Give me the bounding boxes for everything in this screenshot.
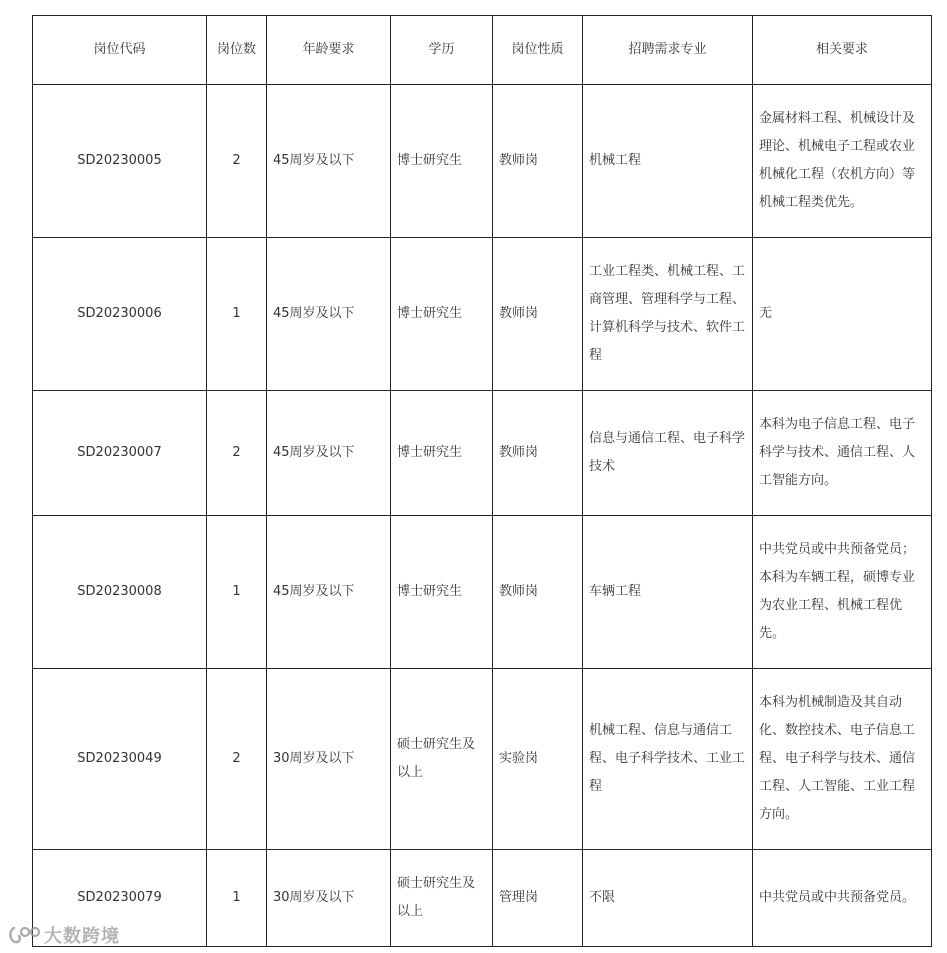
cell-major: 工业工程类、机械工程、工商管理、管理科学与工程、计算机科学与技术、软件工程: [583, 238, 753, 391]
header-nature: 岗位性质: [493, 16, 583, 85]
cell-age: 30周岁及以下: [267, 850, 391, 947]
cell-code: SD20230008: [33, 516, 207, 669]
cell-major: 车辆工程: [583, 516, 753, 669]
cell-age: 30周岁及以下: [267, 669, 391, 850]
cell-age: 45周岁及以下: [267, 391, 391, 516]
job-table: [32, 15, 932, 947]
cell-education: 博士研究生: [391, 85, 493, 238]
cell-requirements: 中共党员或中共预备党员；本科为车辆工程，硕博专业为农业工程、机械工程优先。: [753, 516, 932, 669]
cell-code: SD20230007: [33, 391, 207, 516]
cell-education: 博士研究生: [391, 238, 493, 391]
header-requirements: 相关要求: [753, 16, 932, 85]
table-row: [33, 850, 932, 947]
cell-count: 2: [207, 391, 267, 516]
cell-nature: 教师岗: [493, 238, 583, 391]
table-row: [33, 85, 932, 238]
cell-age: 45周岁及以下: [267, 238, 391, 391]
cell-code: SD20230006: [33, 238, 207, 391]
cell-requirements: 无: [753, 238, 932, 391]
cell-count: 2: [207, 85, 267, 238]
table-row: [33, 669, 932, 850]
cell-count: 1: [207, 850, 267, 947]
cell-education: 硕士研究生及以上: [391, 669, 493, 850]
cell-nature: 教师岗: [493, 516, 583, 669]
cell-count: 1: [207, 516, 267, 669]
watermark: [8, 921, 120, 949]
cell-requirements: 金属材料工程、机械设计及理论、机械电子工程或农业机械化工程（农机方向）等机械工程类优先。: [753, 85, 932, 238]
cell-nature: 教师岗: [493, 391, 583, 516]
cell-requirements: 本科为电子信息工程、电子科学与技术、通信工程、人工智能方向。: [753, 391, 932, 516]
watermark-text: 大数跨境: [44, 926, 120, 947]
table-row: [33, 238, 932, 391]
cell-major: 不限: [583, 850, 753, 947]
header-row: [33, 16, 932, 85]
cell-nature: 教师岗: [493, 85, 583, 238]
table-row: [33, 516, 932, 669]
cell-requirements: 中共党员或中共预备党员。: [753, 850, 932, 947]
logo-icon: [8, 924, 42, 946]
header-code: 岗位代码: [33, 16, 207, 85]
header-count: 岗位数: [207, 16, 267, 85]
cell-requirements: 本科为机械制造及其自动化、数控技术、电子信息工程、电子科学与技术、通信工程、人工智能、工业工程方向。: [753, 669, 932, 850]
cell-code: SD20230049: [33, 669, 207, 850]
cell-code: SD20230005: [33, 85, 207, 238]
cell-major: 机械工程: [583, 85, 753, 238]
cell-age: 45周岁及以下: [267, 85, 391, 238]
cell-nature: 实验岗: [493, 669, 583, 850]
cell-education: 博士研究生: [391, 391, 493, 516]
header-major: 招聘需求专业: [583, 16, 753, 85]
cell-major: 机械工程、信息与通信工程、电子科学技术、工业工程: [583, 669, 753, 850]
header-education: 学历: [391, 16, 493, 85]
cell-education: 博士研究生: [391, 516, 493, 669]
cell-count: 1: [207, 238, 267, 391]
cell-count: 2: [207, 669, 267, 850]
cell-education: 硕士研究生及以上: [391, 850, 493, 947]
cell-nature: 管理岗: [493, 850, 583, 947]
cell-major: 信息与通信工程、电子科学技术: [583, 391, 753, 516]
table-row: [33, 391, 932, 516]
cell-age: 45周岁及以下: [267, 516, 391, 669]
cell-code: SD20230079: [33, 850, 207, 947]
header-age: 年龄要求: [267, 16, 391, 85]
